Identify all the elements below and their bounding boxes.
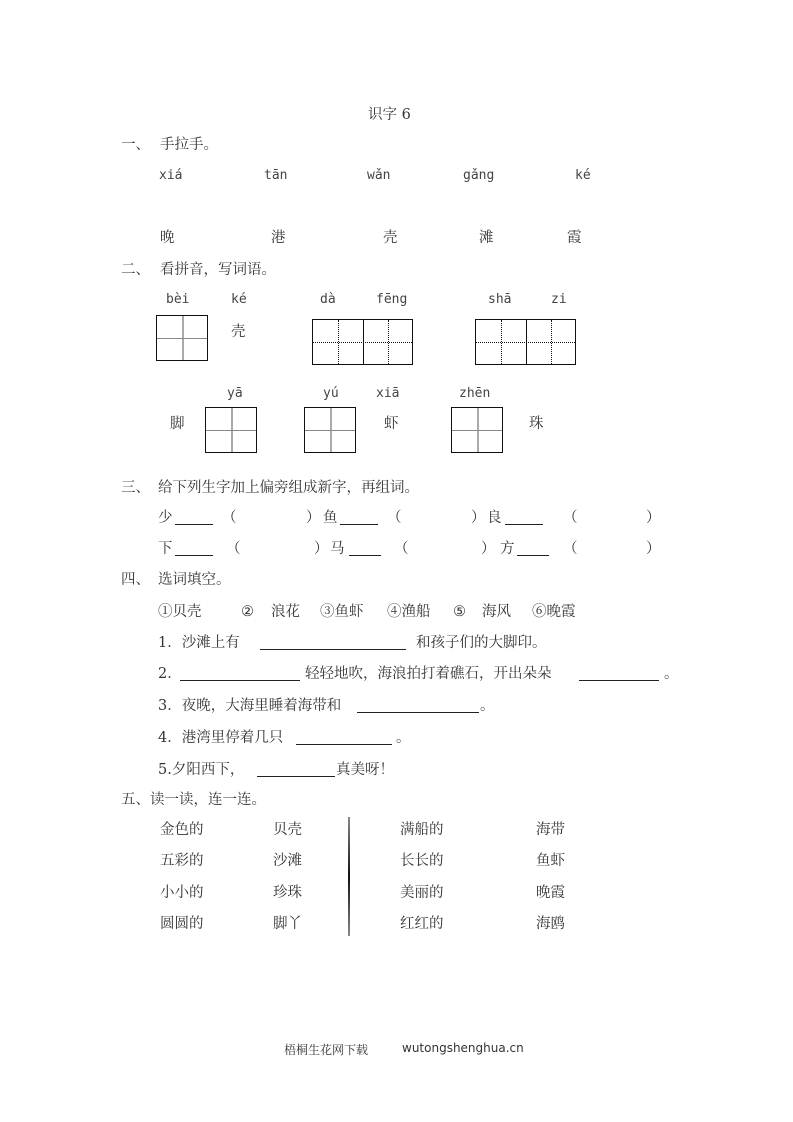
char-3: 壳 <box>383 230 398 246</box>
q5-blank[interactable] <box>257 762 335 777</box>
option-6: ⑥晚霞 <box>532 604 576 620</box>
option-2-num: ② <box>241 604 254 620</box>
pinyin-5: ké <box>575 168 591 183</box>
paren-close: ） <box>481 541 496 557</box>
pinyin-yu: yú <box>323 386 339 401</box>
match-left-word[interactable]: 小小的 <box>160 885 204 901</box>
match-right-word[interactable]: 长长的 <box>400 853 444 869</box>
paren-close: ） <box>306 510 321 526</box>
match-left-word[interactable]: 五彩的 <box>160 853 204 869</box>
option-2: 浪花 <box>271 604 300 620</box>
pinyin-zi: zi <box>551 292 567 307</box>
option-1: ①贝壳 <box>158 604 202 620</box>
paren-close: ） <box>314 541 329 557</box>
section1-heading: 手拉手。 <box>160 137 218 153</box>
pinyin-3: wǎn <box>367 168 391 183</box>
writing-box-ya[interactable] <box>205 407 257 453</box>
section3-number: 三、 <box>121 480 150 496</box>
q3-blank[interactable] <box>357 698 479 713</box>
paren-close: ） <box>646 510 661 526</box>
section4-number: 四、 <box>121 572 150 588</box>
base-char-liang: 良 <box>487 510 502 526</box>
q3-post: 。 <box>480 698 495 714</box>
paren-open: （ <box>563 541 578 557</box>
blank-yu[interactable] <box>340 510 378 525</box>
match-left-noun[interactable]: 沙滩 <box>273 853 302 869</box>
pinyin-bei: bèi <box>166 292 190 307</box>
writing-box-shazi[interactable] <box>475 319 576 365</box>
match-right-noun[interactable]: 海带 <box>536 822 565 838</box>
pinyin-zhen: zhēn <box>459 386 491 401</box>
pinyin-4: gǎng <box>463 168 495 183</box>
pinyin-2: tān <box>264 168 288 183</box>
option-4: ④渔船 <box>387 604 431 620</box>
base-char-shao: 少 <box>158 510 173 526</box>
pinyin-ke: ké <box>231 292 247 307</box>
q2-blank-1[interactable] <box>180 666 300 681</box>
writing-box-yu[interactable] <box>304 407 356 453</box>
pinyin-feng: fēng <box>376 292 408 307</box>
section3-heading: 给下列生字加上偏旁组成新字，再组词。 <box>158 480 419 496</box>
page-title: 识字 6 <box>368 107 411 123</box>
writing-box-zhen[interactable] <box>451 407 503 453</box>
base-char-xia: 下 <box>158 541 173 557</box>
blank-xia[interactable] <box>175 541 213 556</box>
q3-pre: 3．夜晚，大海里睡着海带和 <box>158 698 342 714</box>
char-5: 霞 <box>567 230 582 246</box>
match-left-noun[interactable]: 珍珠 <box>273 885 302 901</box>
q4-blank[interactable] <box>296 730 392 745</box>
char-2: 港 <box>271 230 286 246</box>
pinyin-ya: yā <box>227 386 243 401</box>
paren-open: （ <box>222 510 237 526</box>
writing-box-dafeng[interactable] <box>312 319 413 365</box>
pinyin-1: xiá <box>159 168 183 183</box>
paren-open: （ <box>394 541 409 557</box>
char-4: 滩 <box>479 230 494 246</box>
base-char-yu: 鱼 <box>323 510 338 526</box>
match-right-noun[interactable]: 晚霞 <box>536 885 565 901</box>
q1-blank[interactable] <box>260 635 406 650</box>
q4-post: 。 <box>396 730 411 746</box>
section4-heading: 选词填空。 <box>158 572 231 588</box>
q2-pre: 2． <box>158 666 182 682</box>
match-right-word[interactable]: 满船的 <box>400 822 444 838</box>
char-ke: 壳 <box>231 324 246 340</box>
char-xia: 虾 <box>384 416 399 432</box>
match-right-noun[interactable]: 海鸥 <box>536 916 565 932</box>
q2-blank-2[interactable] <box>579 666 659 681</box>
q1-post: 和孩子们的大脚印。 <box>416 635 547 651</box>
char-jiao: 脚 <box>170 416 185 432</box>
section2-heading: 看拼音，写词语。 <box>160 262 276 278</box>
q5-post: 真美呀！ <box>336 762 394 778</box>
pinyin-sha: shā <box>488 292 512 307</box>
blank-liang[interactable] <box>505 510 543 525</box>
match-right-word[interactable]: 美丽的 <box>400 885 444 901</box>
section2-number: 二、 <box>121 262 150 278</box>
pinyin-xia: xiā <box>376 386 400 401</box>
column-divider <box>348 817 350 936</box>
q2-post: 。 <box>664 666 679 682</box>
paren-open: （ <box>226 541 241 557</box>
base-char-fang: 方 <box>500 541 515 557</box>
q1-pre: 1．沙滩上有 <box>158 635 240 651</box>
option-5: 海风 <box>482 604 511 620</box>
char-zhu: 珠 <box>529 416 544 432</box>
char-1: 晚 <box>160 230 175 246</box>
q4-pre: 4．港湾里停着几只 <box>158 730 284 746</box>
option-3: ③鱼虾 <box>320 604 364 620</box>
paren-open: （ <box>387 510 402 526</box>
pinyin-da: dà <box>320 292 336 307</box>
match-left-noun[interactable]: 贝壳 <box>273 822 302 838</box>
match-right-noun[interactable]: 鱼虾 <box>536 853 565 869</box>
match-left-word[interactable]: 圆圆的 <box>160 916 204 932</box>
section5-heading: 五、读一读，连一连。 <box>121 792 266 808</box>
match-left-noun[interactable]: 脚丫 <box>273 916 302 932</box>
blank-ma[interactable] <box>349 541 381 556</box>
writing-box-bei[interactable] <box>156 315 208 361</box>
q2-mid: 轻轻地吹，海浪拍打着礁石，开出朵朵 <box>305 666 552 682</box>
match-left-word[interactable]: 金色的 <box>160 822 204 838</box>
match-right-word[interactable]: 红红的 <box>400 916 444 932</box>
paren-open: （ <box>563 510 578 526</box>
paren-close: ） <box>471 510 486 526</box>
q5-pre: 5.夕阳西下， <box>158 762 245 778</box>
base-char-ma: 马 <box>330 541 345 557</box>
blank-fang[interactable] <box>517 541 549 556</box>
footer-site-name: 梧桐生花网下载 <box>284 1043 369 1057</box>
blank-shao[interactable] <box>175 510 213 525</box>
paren-close: ） <box>646 541 661 557</box>
option-5-num: ⑤ <box>453 604 466 620</box>
section1-number: 一、 <box>121 137 150 153</box>
footer-url[interactable]: wutongshenghua.cn <box>402 1041 524 1055</box>
